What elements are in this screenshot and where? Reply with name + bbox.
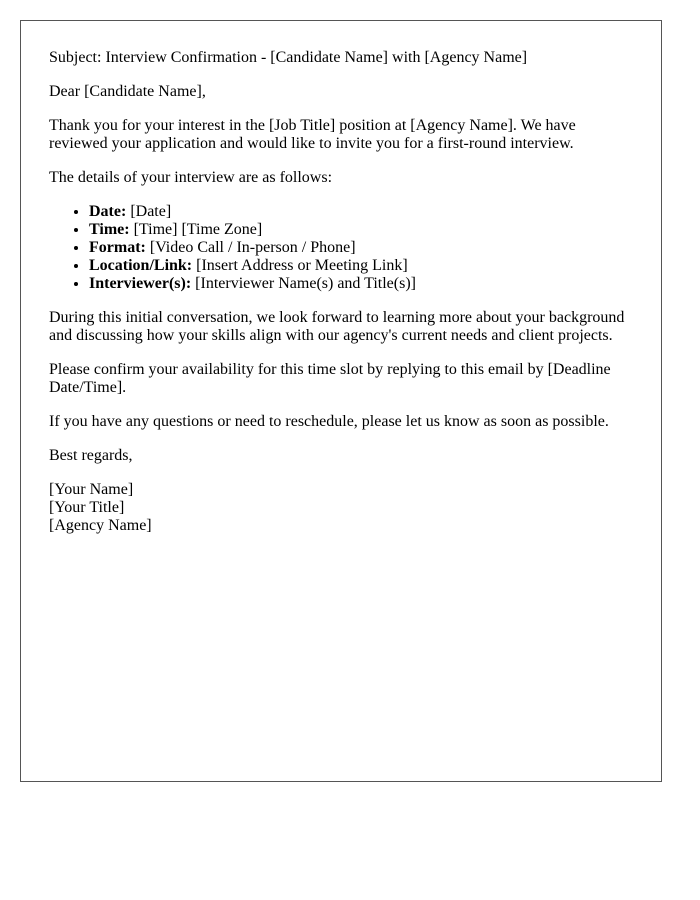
detail-item-format	[89, 239, 633, 257]
closing: Best regards,	[49, 447, 133, 464]
detail-item-interviewers	[89, 275, 633, 293]
subject-line: Subject: Interview Confirmation - [Candidate Name] with [Agency Name]	[49, 49, 528, 66]
detail-item-time	[89, 221, 633, 239]
signature-name: [Your Name]	[49, 481, 134, 498]
signature-block	[49, 481, 633, 535]
letter-container	[20, 20, 662, 782]
detail-label: Interviewer(s):	[89, 275, 192, 292]
confirm-paragraph: Please confirm your availability for this time slot by replying to this email by [Deadline Date/Time].	[49, 361, 611, 396]
intro-paragraph: Thank you for your interest in the [Job Title] position at [Agency Name]. We have reviewed your application and would like to invite you for a first-round interview.	[49, 117, 576, 152]
detail-value: [Insert Address or Meeting Link]	[196, 257, 408, 274]
questions-paragraph: If you have any questions or need to reschedule, please let us know as soon as possible.	[49, 413, 609, 430]
detail-value: [Video Call / In-person / Phone]	[149, 239, 356, 256]
detail-item-date	[89, 203, 633, 221]
detail-value: [Interviewer Name(s) and Title(s)]	[195, 275, 416, 292]
detail-label: Time:	[89, 221, 130, 238]
detail-label: Format:	[89, 239, 146, 256]
detail-label: Location/Link:	[89, 257, 193, 274]
salutation: Dear [Candidate Name],	[49, 83, 206, 100]
detail-item-location	[89, 257, 633, 275]
conversation-paragraph: During this initial conversation, we look forward to learning more about your background and discussing how your skills align with our agency's current needs and client projects.	[49, 309, 625, 344]
detail-label: Date:	[89, 203, 127, 220]
signature-agency: [Agency Name]	[49, 517, 152, 534]
interview-details-list	[49, 203, 633, 293]
details-intro: The details of your interview are as follows:	[49, 169, 333, 186]
signature-title: [Your Title]	[49, 499, 125, 516]
detail-value: [Date]	[130, 203, 172, 220]
detail-value: [Time] [Time Zone]	[133, 221, 263, 238]
